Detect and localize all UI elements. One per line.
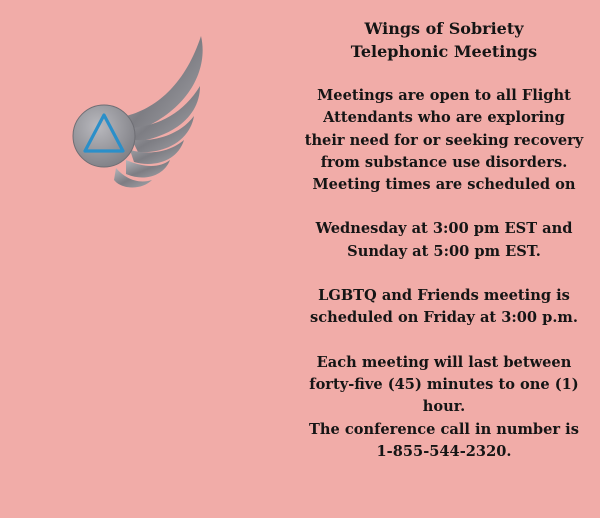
title-line: Telephonic Meetings (350, 41, 538, 61)
text-line: Meetings are open to all Flight (317, 87, 571, 104)
title-line: Wings of Sobriety (364, 19, 524, 38)
page-title (298, 18, 590, 63)
text-line: from substance use disorders. (320, 153, 568, 171)
meeting-info (298, 18, 590, 463)
text-line: LGBTQ and Friends meeting is (318, 287, 570, 305)
winged-triangle-logo-icon (60, 30, 220, 190)
text-line: Wednesday at 3:00 pm EST and (315, 220, 573, 238)
schedule-paragraph (298, 218, 590, 263)
text-line: Sunday at 5:00 pm EST. (347, 242, 541, 260)
duration-paragraph (298, 352, 590, 463)
text-line: The conference call in number is (309, 420, 579, 438)
lgbtq-paragraph (298, 285, 590, 330)
text-line: scheduled on Friday at 3:00 p.m. (310, 309, 578, 327)
text-line: Attendants who are exploring (323, 109, 565, 127)
text-line: forty-five (45) minutes to one (1) (309, 375, 579, 393)
text-line: their need for or seeking recovery (304, 131, 584, 149)
text-line: Meeting times are scheduled on (312, 176, 576, 194)
text-line: Each meeting will last between (316, 353, 572, 371)
wing-shape (114, 36, 203, 188)
intro-paragraph (298, 85, 590, 196)
phone-number: 1-855-544-2320. (376, 442, 512, 460)
text-line: hour. (422, 398, 466, 416)
